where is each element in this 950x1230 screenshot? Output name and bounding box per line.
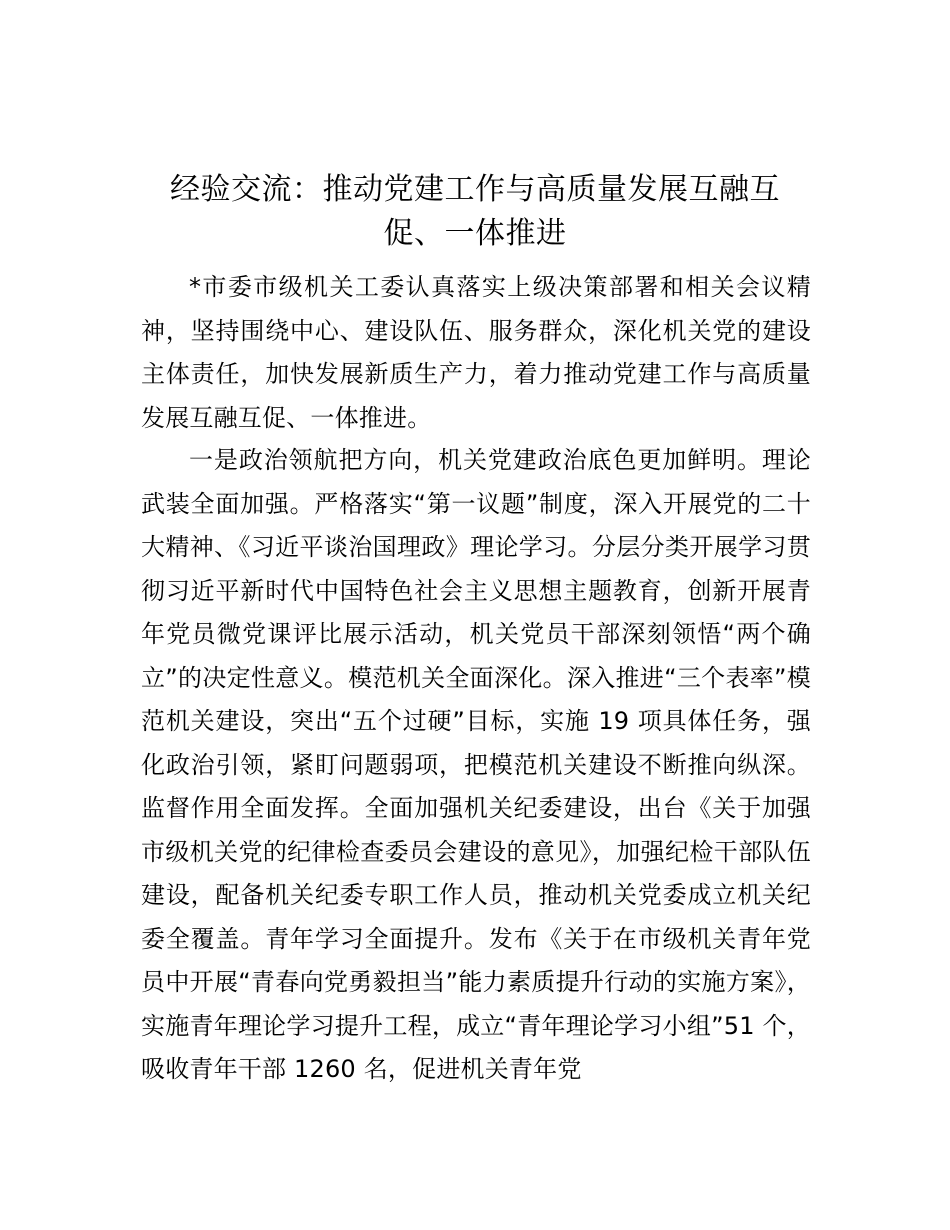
paragraph-intro: *市委市级机关工委认真落实上级决策部署和相关会议精神，坚持围绕中心、建设队伍、服务群众，深化机关党的建设主体责任，加快发展新质生产力，着力推动党建工作与高质量发展互融互促、一体推进。 bbox=[141, 273, 811, 432]
paragraph-political-leadership: 一是政治领航把方向，机关党建政治底色更加鲜明。理论武装全面加强。严格落实“第一议题”制度，深入开展党的二十大精神、《习近平谈治国理政》理论学习。分层分类开展学习贯彻习近平新时代中国特色社会主义思想主题教育，创新开展青年党员微党课评比展示活动，机关党员干部深刻领悟“两个确立”的决定性意义。模范机关全面深化。深入推进“三个表率”模范机关建设，突出“五个过硬”目标，实施 19 项具体任务，强化政治引领，紧盯问题弱项，把模范机关建设不断推向纵深。监督作用全面发挥。全面加强机关纪委建设，出台《关于加强市级机关党的纪律检查委员会建设的意见》，加强纪检干部队伍建设，配备机关纪委专职工作人员，推动机关党委成立机关纪委全覆盖。青年学习全面提升。发布《关于在市级机关青年党员中开展“青春向党勇毅担当”能力素质提升行动的实施方案》，实施青年理论学习提升工程，成立“青年理论学习小组”51 个，吸收青年干部 1260 名，促进机关青年党 bbox=[141, 446, 811, 1083]
document-title: 经验交流：推动党建工作与高质量发展互融互促、一体推进 bbox=[170, 172, 780, 251]
